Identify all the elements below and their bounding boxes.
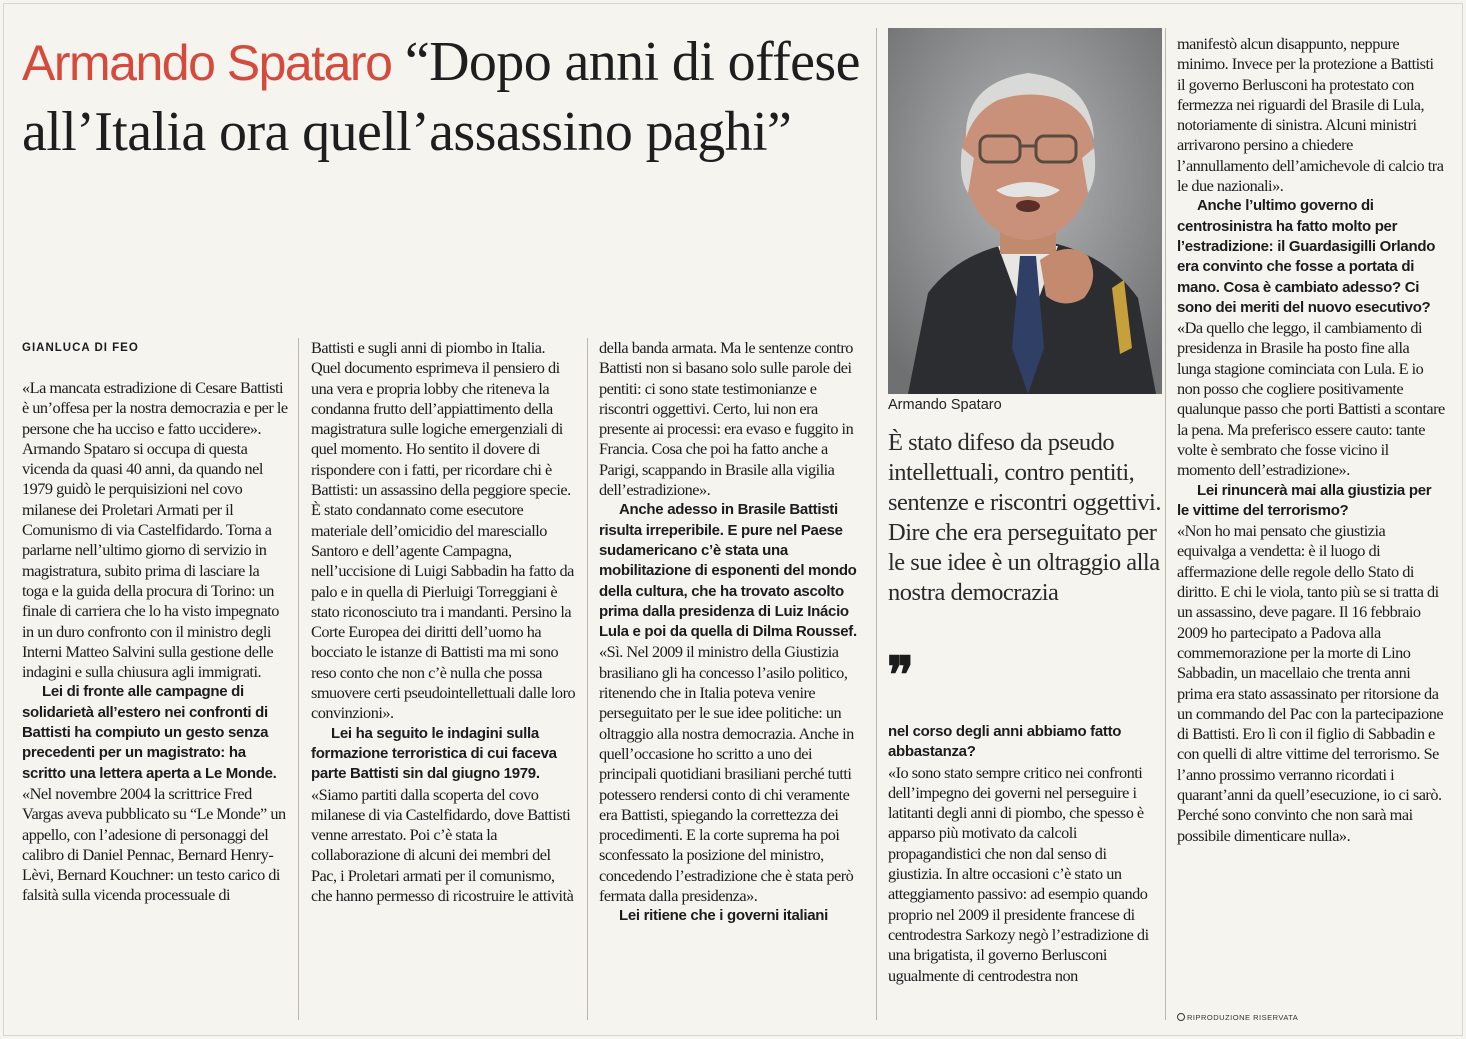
column-rule	[876, 28, 877, 1020]
portrait-illustration	[888, 28, 1162, 394]
pull-quote: È stato difeso da pseudo intellettuali, contro pentiti, sentenze e riscontri oggettivi. Dire che era perseguitato per le sue idee è un oltraggio alla nostra democrazia	[888, 429, 1161, 606]
column-rule	[587, 338, 588, 1020]
question: Lei ha seguito le indagini sulla formazione terroristica di cui faceva parte Battisti sin dal giugno 1979.	[311, 724, 557, 783]
question-continued: nel corso degli anni abbiamo fatto abbastanza?	[888, 723, 1122, 761]
byline: GIANLUCA DI FEO	[22, 342, 139, 354]
question: Lei di fronte alle campagne di solidarietà all’estero nei confronti di Battisti ha compiuto un gesto senza precedenti per un magistrato: ha scritto una lettera aperta a Le Monde.	[22, 683, 277, 782]
column-5	[1177, 34, 1445, 846]
answer: «Nel novembre 2004 la scrittrice Fred Vargas aveva pubblicato su “Le Monde” un appello, con l’adesione di personaggi del calibro di Daniel Pennac, Bernard Henry-Lèvi, Bernard Kouchner: un testo carico di falsità sulla vicenda processuale di	[22, 783, 286, 905]
column-rule	[1165, 28, 1166, 1020]
column-3	[599, 338, 865, 927]
column-4	[888, 722, 1154, 986]
answer-continued: manifestò alcun disappunto, neppure minimo. Invece per la protezione a Battisti il governo Berlusconi ha protestato con fermezza nei riguardi del Brasile di Lula, notoriamente di sinistra. Alcuni ministri arrivarono persino a chiedere l’annullamento dell’amichevole di calcio tra le due nazionali».	[1177, 34, 1444, 196]
answer: «Sì. Nel 2009 il ministro della Giustizia brasiliano gli ha concesso l’asilo politico, ritenendo che in Italia poteva venire perseguitato per le sue idee politiche: un oltraggio alla nostra democrazia. Anche in quell’occasione ho scritto a uno dei principali quotidiani brasiliani perché tutti potessero rendersi conto di chi veramente era Battisti, spiegando la correttezza dei procedimenti. E la corte suprema ha poi sconfessato la posizione del ministro, concedendo l’estradizione che è stata però fermata dalla presidenza».	[599, 642, 854, 906]
answer: «Non ho mai pensato che giustizia equivalga a vendetta: è il luogo di affermazione delle regole dello Stato di diritto. E chi le viola, tanto più se si tratta di un assassino, deve pagare. Il 16 febbraio 2009 ho partecipato a Padova alla commemorazione per la morte di Lino Sabbadin, un macellaio che trenta anni prima era stato assassinato per ritorsione da un commando del Pac con la partecipazione di Battisti. Ero lì con il figlio di Sabbadin e con quelli di altre vittime del terrorismo. Se l’anno prossimo verranno ricordati i quarant’anni da quell’esecuzione, io ci sarò. Perché sono convinto che non sarà mai possibile dimenticare nulla».	[1177, 521, 1444, 845]
copyright-notice: RIPRODUZIONE RISERVATA	[1177, 1013, 1298, 1022]
question: Lei ritiene che i governi italiani	[619, 907, 829, 925]
question: Anche l’ultimo governo di centrosinistra ha fatto molto per l’estradizione: il Guardasigilli Orlando era convinto che fosse a portata di mano. Cosa è cambiato adesso? Ci sono dei meriti del nuovo esecutivo?	[1177, 197, 1436, 316]
answer-continued: Battisti e sugli anni di piombo in Italia. Quel documento esprimeva il pensiero di una vera e propria lobby che riteneva la condanna frutto dell’appiattimento della magistratura sulle logiche emergenziali di quel momento. Ho sentito il dovere di rispondere con i fatti, per ricordare chi è Battisti: un assassino della peggiore specie. È stato condannato come esecutore materiale dell’omicidio del maresciallo Santoro e dell’agente Campagna, nell’uccisione di Luigi Sabbadin ha fatto da palo e in quella di Pierluigi Torreggiani è stato riconosciuto tra i mandanti. Persino la Corte Europea dei diritti dell’uomo ha bocciato le istanze di Battisti ma mi sono reso conto che non c’è nulla che possa smuovere certi pseudointellettuali dalle loro convinzioni».	[311, 338, 576, 723]
headline-quote: “Dopo anni di offese all’Italia ora quell’assassino paghi”	[22, 31, 860, 163]
answer-continued: della banda armata. Ma le sentenze contro Battisti non si basano solo sulle parole dei pentiti: ci sono state testimonianze e riscontri oggettivi. Certo, lui non era presente ai processi: era evaso e fuggito in Francia. Cosa che poi ha fatto anche a Parigi, scappando in Brasile alla vigilia dell’estradizione».	[599, 338, 854, 500]
photo-caption: Armando Spataro	[888, 397, 1002, 413]
answer: «Da quello che leggo, il cambiamento di presidenza in Brasile ha posto fine alla lunga stagione cominciata con Lula. E io non posso che cogliere positivamente qualunque passo che porti Battisti a scontare la pena. Ma preferisco essere cauto: tante volte è sembrato che fosse vicino il momento dell’estradizione».	[1177, 318, 1445, 480]
column-2	[311, 338, 577, 906]
headline	[22, 28, 872, 167]
question: Anche adesso in Brasile Battisti risulta irreperibile. E pure nel Paese sudamericano c’è stata una mobilitazione di esponenti del mondo della cultura, che ha trovato ascolto prima dalla presidenza di Luiz Inácio Lula e poi da quella di Dilma Roussef.	[599, 501, 857, 641]
answer: «Io sono stato sempre critico nei confronti dell’impegno dei governi nel perseguire i latitanti degli anni di piombo, che spesso è apparso più motivato da calcoli propagandistici che non dal senso di giustizia. In altre occasioni c’è stato un atteggiamento passivo: ad esempio quando proprio nel 2009 il presidente francese di centrodestra Sarkozy negò l’estradizione di una brigatista, il governo Berlusconi ugualmente di centrodestra non	[888, 762, 1149, 985]
column-1	[22, 338, 288, 906]
answer: «Siamo partiti dalla scoperta del covo milanese di via Castelfidardo, dove Battisti venne arrestato. Poi c’è stata la collaborazione di alcuni dei membri del Pac, i Proletari armati per il comunismo, che hanno permesso di ricostruire le attività	[311, 784, 574, 906]
quote-mark-icon: ❞	[887, 647, 914, 703]
column-rule	[298, 338, 299, 1020]
headline-name: Armando Spataro	[22, 35, 392, 91]
question: Lei rinuncerà mai alla giustizia per le vittime del terrorismo?	[1177, 481, 1432, 519]
portrait-photo	[888, 28, 1162, 394]
intro-paragraph: «La mancata estradizione di Cesare Battisti è un’offesa per la nostra democrazia e per le persone che ha ucciso e fatto uccidere». Armando Spataro si occupa di questa vicenda da quasi 40 anni, da quando nel 1979 guidò le perquisizioni nel covo milanese dei Proletari Armati per il Comunismo di via Castelfidardo. Torna a parlarne nell’ultimo giorno di servizio in magistratura, subito prima di lasciare la toga e la guida della procura di Torino: un finale di carriera che lo ha visto impegnato in un duro confronto con il ministro degli Interni Matteo Salvini sulla gestione delle indagini e sulla chiusura agli immigrati.	[22, 378, 288, 682]
